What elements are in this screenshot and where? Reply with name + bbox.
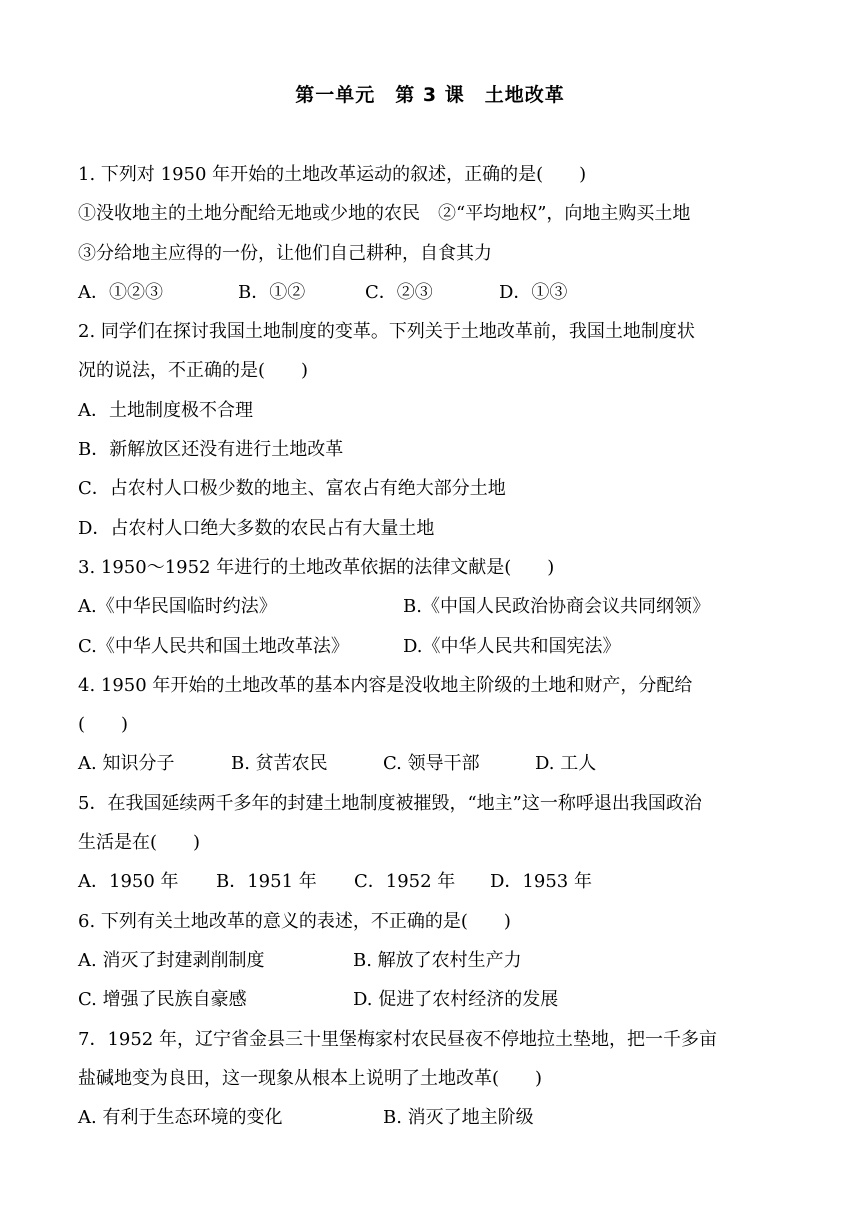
question-1-options [78, 278, 788, 317]
question-6-options-row-2 [78, 985, 788, 1024]
question-5-stem-line-1: 5．在我国延续两千多年的封建土地制度被摧毁，“地主”这一称呼退出我国政治 [78, 792, 702, 814]
question-4-option-c[interactable]: C. 领导干部 [383, 753, 480, 775]
question-3-stem: 3. 1950～1952 年进行的土地改革依据的法律文献是( ) [78, 556, 555, 578]
question-6-options-row-1 [78, 946, 788, 985]
question-3-options-row-1 [78, 592, 788, 631]
question-2-option-b[interactable]: B．新解放区还没有进行土地改革 [78, 439, 344, 461]
question-3-option-c[interactable]: C.《中华人民共和国土地改革法》 [78, 635, 349, 657]
question-5-options [78, 867, 788, 906]
question-4-stem-line-1: 4. 1950 年开始的土地改革的基本内容是没收地主阶级的土地和财产，分配给 [78, 674, 693, 696]
question-3-options-row-2 [78, 632, 788, 671]
question-7-options [78, 1103, 788, 1142]
question-4-option-a[interactable]: A. 知识分子 [78, 753, 175, 775]
question-1-stem: 1. 下列对 1950 年开始的土地改革运动的叙述，正确的是( ) [78, 164, 587, 185]
question-1-option-a[interactable]: A．①②③ [78, 281, 163, 303]
question-6-option-d[interactable]: D. 促进了农村经济的发展 [353, 989, 559, 1011]
question-6-stem: 6. 下列有关土地改革的意义的表述，不正确的是( ) [78, 910, 511, 932]
question-2-stem-line-2: 况的说法，不正确的是( ) [78, 360, 309, 382]
question-1-item-3: ③分给地主应得的一份，让他们自己耕种，自食其力 [78, 242, 492, 264]
question-4-option-d[interactable]: D. 工人 [535, 753, 597, 775]
page-title: 第一单元 第 3 课 土地改革 [295, 84, 565, 106]
question-list [78, 160, 788, 1142]
question-5-stem-line-2: 生活是在( ) [78, 832, 201, 854]
question-6-option-b[interactable]: B. 解放了农村生产力 [353, 949, 522, 971]
question-7-option-b[interactable]: B. 消灭了地主阶级 [383, 1107, 534, 1129]
question-3-option-b[interactable]: B.《中国人民政治协商会议共同纲领》 [403, 596, 710, 618]
question-7-stem-line-2: 盐碱地变为良田，这一现象从根本上说明了土地改革( ) [78, 1067, 543, 1089]
question-1-option-c[interactable]: C．②③ [365, 281, 433, 303]
question-4-options [78, 749, 788, 788]
question-5-option-a[interactable]: A．1950 年 [78, 871, 179, 893]
question-1-option-b[interactable]: B．①② [238, 281, 306, 303]
question-3-option-a[interactable]: A.《中华民国临时约法》 [78, 596, 277, 618]
question-2-option-a[interactable]: A．土地制度极不合理 [78, 399, 253, 421]
question-5-option-d[interactable]: D．1953 年 [490, 871, 592, 893]
question-1-option-d[interactable]: D．①③ [499, 281, 568, 303]
question-7-option-a[interactable]: A. 有利于生态环境的变化 [78, 1107, 283, 1129]
question-3-option-d[interactable]: D.《中华人民共和国宪法》 [403, 635, 621, 657]
question-4-option-b[interactable]: B. 贫苦农民 [231, 753, 328, 775]
question-2-option-d[interactable]: D．占农村人口绝大多数的农民占有大量土地 [78, 517, 435, 539]
question-7-stem-line-1: 7．1952 年，辽宁省金县三十里堡梅家村农民昼夜不停地拉土垫地，把一千多亩 [78, 1028, 717, 1050]
question-2-stem-line-1: 2. 同学们在探讨我国土地制度的变革。下列关于土地改革前，我国土地制度状 [78, 321, 695, 343]
question-2-option-c[interactable]: C．占农村人口极少数的地主、富农占有绝大部分土地 [78, 478, 506, 500]
question-5-option-b[interactable]: B．1951 年 [216, 871, 317, 893]
question-1-item-1: ①没收地主的土地分配给无地或少地的农民 ②“平均地权”，向地主购买土地 [78, 203, 691, 225]
question-6-option-c[interactable]: C. 增强了民族自豪感 [78, 989, 247, 1011]
question-4-stem-line-2: ( ) [78, 714, 129, 736]
question-6-option-a[interactable]: A. 消灭了封建剥削制度 [78, 949, 265, 971]
question-5-option-c[interactable]: C．1952 年 [354, 871, 456, 893]
